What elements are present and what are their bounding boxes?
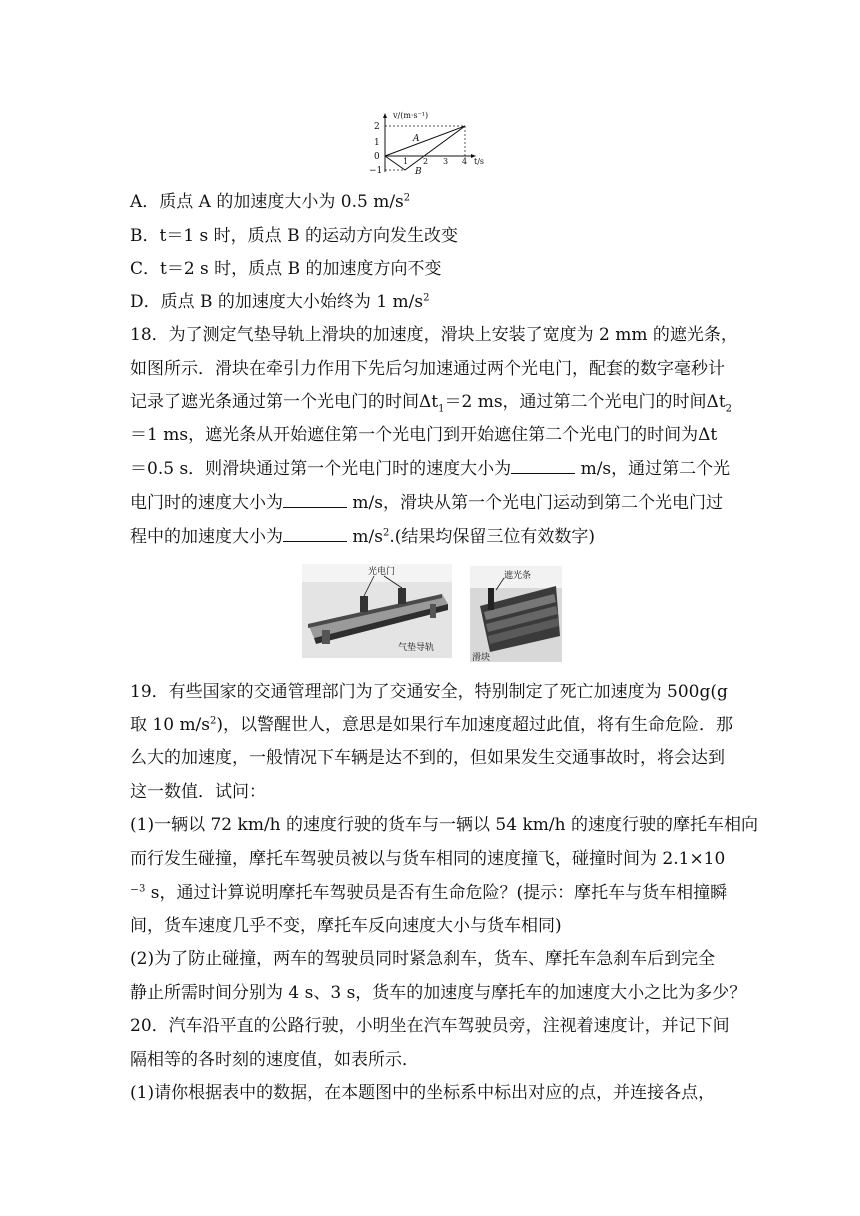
q18-line-6 bbox=[130, 493, 723, 513]
q19-line-4: 这一数值．试问： bbox=[130, 782, 266, 802]
y-axis-label: v/(m·s⁻¹) bbox=[393, 111, 429, 120]
line-b-label: B bbox=[415, 167, 422, 177]
x-tick-2: 2 bbox=[423, 157, 429, 166]
q19-part1-line-3 bbox=[130, 883, 727, 903]
q19-part1-line-3b: s，通过计算说明摩托车驾驶员是否有生命危险？(提示：摩托车与货车相撞瞬 bbox=[145, 883, 728, 903]
y-tick-0: 0 bbox=[374, 152, 380, 162]
answer-blank-3[interactable] bbox=[283, 527, 347, 542]
q18-line-7a: 程中的加速度大小为 bbox=[130, 527, 283, 547]
q19-line-2a: 取 10 m/s bbox=[130, 715, 211, 735]
gate-label: 光电门 bbox=[368, 567, 396, 577]
q19-part2-line-1: (2)为了防止碰撞，两车的驾驶员同时紧急刹车，货车、摩托车急刹车后到完全 bbox=[130, 949, 716, 969]
q18-line-2: 如图所示．滑块在牵引力作用下先后匀加速通过两个光电门，配套的数字毫秒计 bbox=[130, 359, 725, 379]
q18-line-7 bbox=[130, 527, 595, 547]
q20-line-2: 隔相等的各时刻的速度值，如表所示． bbox=[130, 1050, 419, 1070]
x-tick-4: 4 bbox=[462, 157, 468, 166]
q20-line-3: (1)请你根据表中的数据，在本题图中的坐标系中标出对应的点，并连接各点， bbox=[130, 1083, 716, 1103]
q18-line-3a: 记录了遮光条通过第一个光电门的时间Δt bbox=[130, 392, 439, 412]
slider-photo bbox=[470, 566, 562, 662]
slider-label: 滑块 bbox=[472, 653, 491, 662]
q19-part1-line-1: (1)一辆以 72 km/h 的速度行驶的货车与一辆以 54 km/h 的速度行驶的摩托车相向 bbox=[130, 815, 758, 835]
photo-gate-right bbox=[398, 588, 406, 604]
q18-line-7c: .(结果均保留三位有效数字) bbox=[389, 527, 596, 547]
q18-sub-2: 2 bbox=[725, 403, 733, 415]
q19-line-2 bbox=[130, 715, 733, 735]
q19-line-2-sup: 2 bbox=[210, 715, 217, 727]
q19-line-1: 19．有些国家的交通管理部门为了交通安全，特别制定了死亡加速度为 500g(g bbox=[130, 682, 728, 702]
q18-line-5a: ＝0.5 s．则滑块通过第一个光电门时的速度大小为 bbox=[130, 459, 512, 479]
q18-line-7-sup: 2 bbox=[382, 527, 390, 539]
q18-line-5b: m/s，通过第二个光 bbox=[575, 459, 731, 479]
x-tick-3: 3 bbox=[443, 157, 449, 166]
q18-line-6b: m/s，滑块从第一个光电门运动到第二个光电门过 bbox=[347, 493, 723, 513]
q19-line-2b: )，以警醒世人，意思是如果行车加速度超过此值，将有生命危险．那 bbox=[216, 715, 734, 735]
option-d-sup: 2 bbox=[423, 292, 430, 304]
q18-line-3b: ＝2 ms，通过第二个光电门的时间Δt bbox=[444, 392, 726, 412]
q20-line-1: 20．汽车沿平直的公路行驶，小明坐在汽车驾驶员旁，注视着速度计，并记下间 bbox=[130, 1016, 730, 1036]
q18-line-4: ＝1 ms，遮光条从开始遮住第一个光电门到开始遮住第二个光电门的时间为Δt bbox=[130, 425, 718, 445]
line-a bbox=[385, 126, 465, 156]
answer-blank-2[interactable] bbox=[283, 493, 347, 508]
q18-line-7b: m/s bbox=[347, 527, 383, 547]
y-tick-minus1: −1 bbox=[369, 166, 383, 176]
option-c: C．t＝2 s 时，质点 B 的加速度方向不变 bbox=[130, 259, 442, 279]
velocity-time-graph bbox=[363, 110, 493, 178]
rail-leg-left bbox=[322, 630, 330, 644]
q19-exponent: 3 bbox=[138, 883, 146, 895]
q19-part1-line-2: 而行发生碰撞，摩托车驾驶员被以与货车相同的速度撞飞，碰撞时间为 2.1×10 bbox=[130, 849, 726, 869]
line-a-label: A bbox=[413, 134, 420, 144]
x-axis-label: t/s bbox=[474, 157, 485, 166]
q18-line-5 bbox=[130, 459, 730, 479]
photo-gate-left bbox=[360, 596, 368, 612]
option-d bbox=[130, 292, 430, 312]
rail-label: 气垫导轨 bbox=[398, 643, 435, 653]
q18-sub-1: 1 bbox=[438, 403, 445, 415]
q18-line-6a: 电门时的速度大小为 bbox=[130, 493, 283, 513]
y-tick-2: 2 bbox=[374, 122, 380, 132]
q19-part2-line-2: 静止所需时间分别为 4 s、3 s，货车的加速度与摩托车的加速度大小之比为多少？ bbox=[130, 983, 747, 1003]
rail-leg-right bbox=[430, 604, 436, 618]
q19-part1-line-4: 间，货车速度几乎不变，摩托车反向速度大小与货车相同) bbox=[130, 916, 562, 936]
q19-line-3: 么大的加速度，一般情况下车辆是达不到的，但如果发生交通事故时，将会达到 bbox=[130, 748, 725, 768]
answer-blank-1[interactable] bbox=[511, 459, 575, 474]
y-tick-1: 1 bbox=[374, 138, 380, 148]
option-a-sup: 2 bbox=[403, 192, 411, 204]
y-axis-arrow bbox=[383, 113, 387, 118]
q18-line-1: 18．为了测定气垫导轨上滑块的加速度，滑块上安装了宽度为 2 mm 的遮光条， bbox=[130, 325, 738, 345]
option-a-text: A．质点 A 的加速度大小为 0.5 m/s bbox=[130, 192, 404, 212]
air-track-photo bbox=[302, 564, 452, 658]
q19-minus-sign: ⁻ bbox=[130, 883, 139, 903]
x-tick-1: 1 bbox=[403, 157, 409, 166]
strip-label: 遮光条 bbox=[504, 571, 532, 581]
option-a bbox=[130, 192, 410, 212]
option-b: B．t＝1 s 时，质点 B 的运动方向发生改变 bbox=[130, 226, 458, 246]
light-strip bbox=[488, 588, 494, 610]
q18-line-3 bbox=[130, 392, 733, 415]
option-d-text: D．质点 B 的加速度大小始终为 1 m/s bbox=[130, 292, 424, 312]
